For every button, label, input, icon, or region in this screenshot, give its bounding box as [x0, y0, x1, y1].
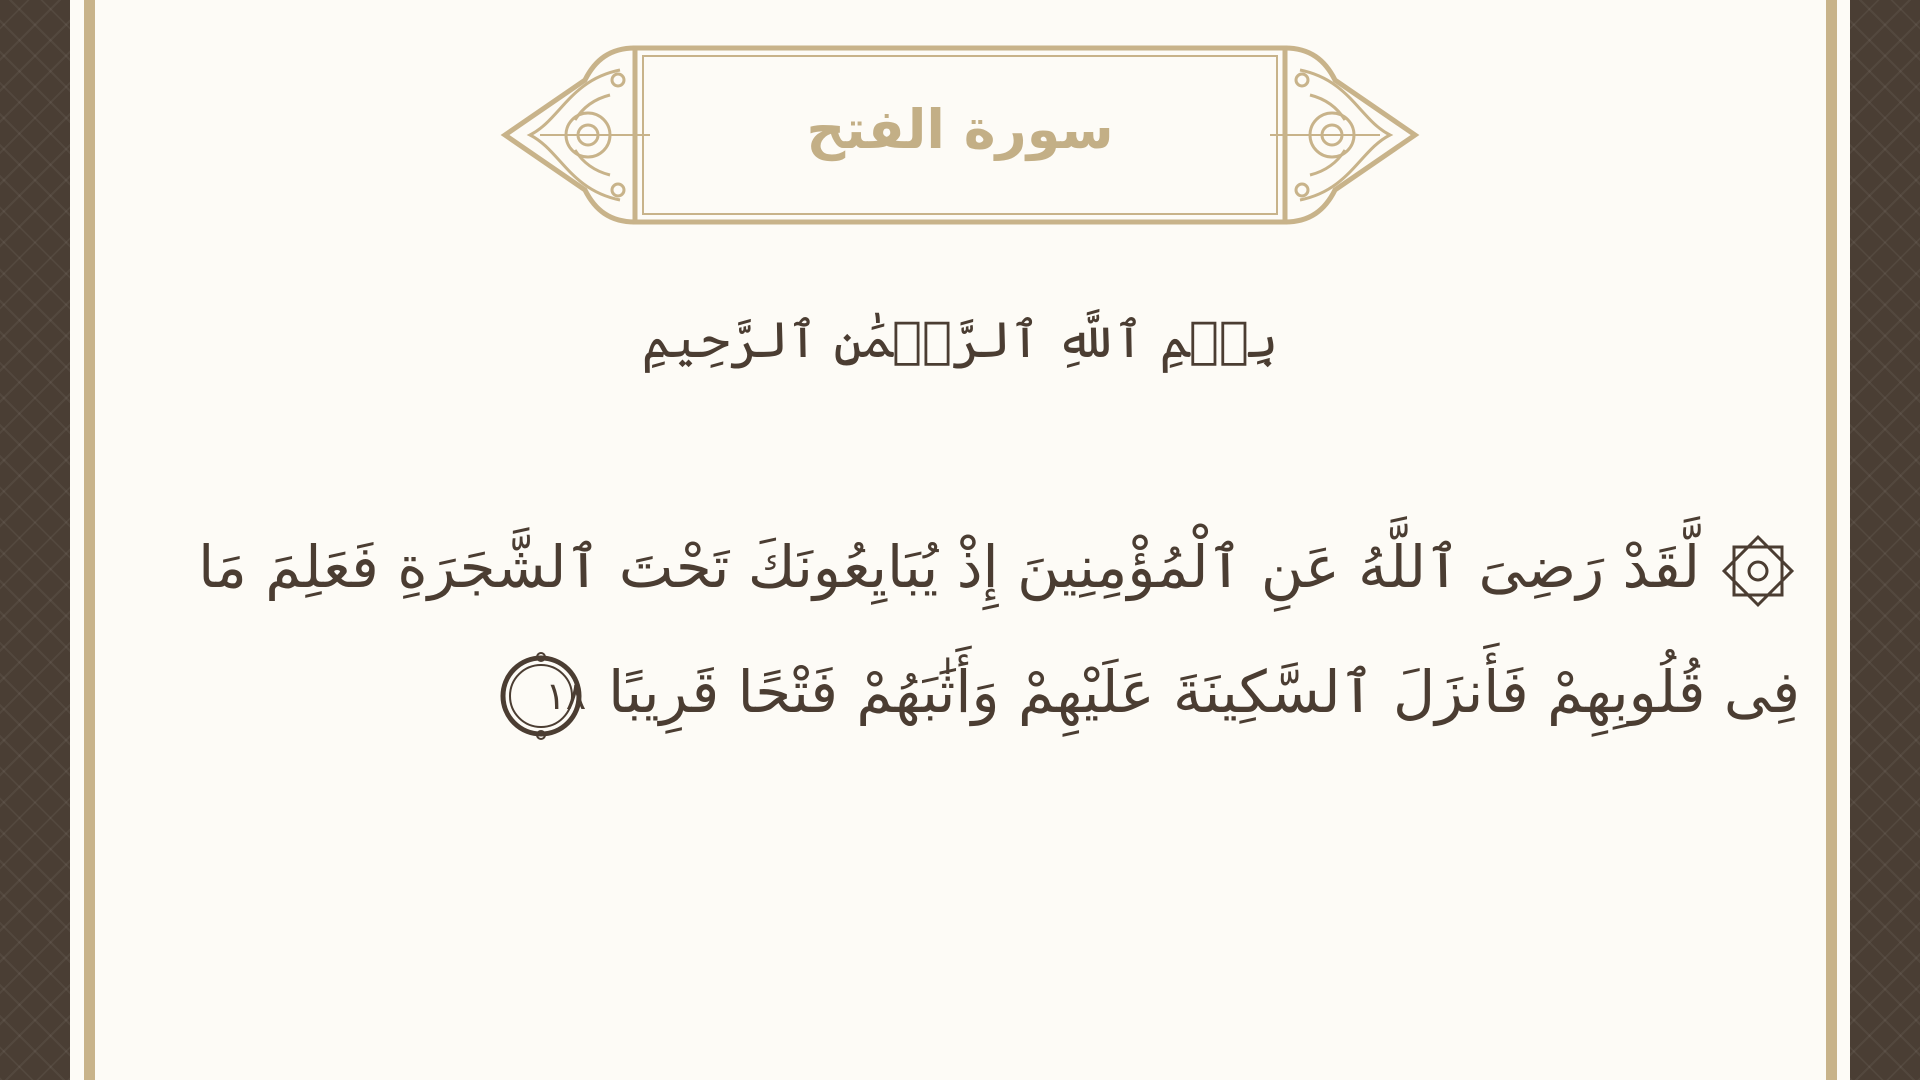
left-pattern-border — [0, 0, 70, 1080]
verse-line-1-text: لَّقَدْ رَضِىَ ٱللَّهُ عَنِ ٱلْمُؤْمِنِينَ إِذْ يُبَايِعُونَكَ تَحْتَ ٱلشَّجَرَةِ فَعَلِمَ مَا — [198, 533, 1700, 601]
eight-point-star-icon — [1716, 529, 1800, 613]
verse-line-1 — [150, 505, 1800, 630]
right-gold-rule — [1826, 0, 1837, 1080]
verse-text — [150, 505, 1800, 755]
surah-title: سورة الفتح — [806, 98, 1114, 161]
ayah-end-marker-icon — [496, 651, 586, 741]
right-pattern-border — [1850, 0, 1920, 1080]
ayah-number: ١٨ — [545, 673, 587, 718]
basmala: بِسۡمِ ٱللَّهِ ٱلرَّحۡمَٰنِ ٱلرَّحِيمِ — [641, 311, 1279, 369]
verse-line-2 — [150, 630, 1800, 755]
verse-line-2-text: فِى قُلُوبِهِمْ فَأَنزَلَ ٱلسَّكِينَةَ عَلَيْهِمْ وَأَثَٰبَهُمْ فَتْحًا قَرِيبًا — [608, 658, 1800, 726]
left-gold-rule — [84, 0, 95, 1080]
